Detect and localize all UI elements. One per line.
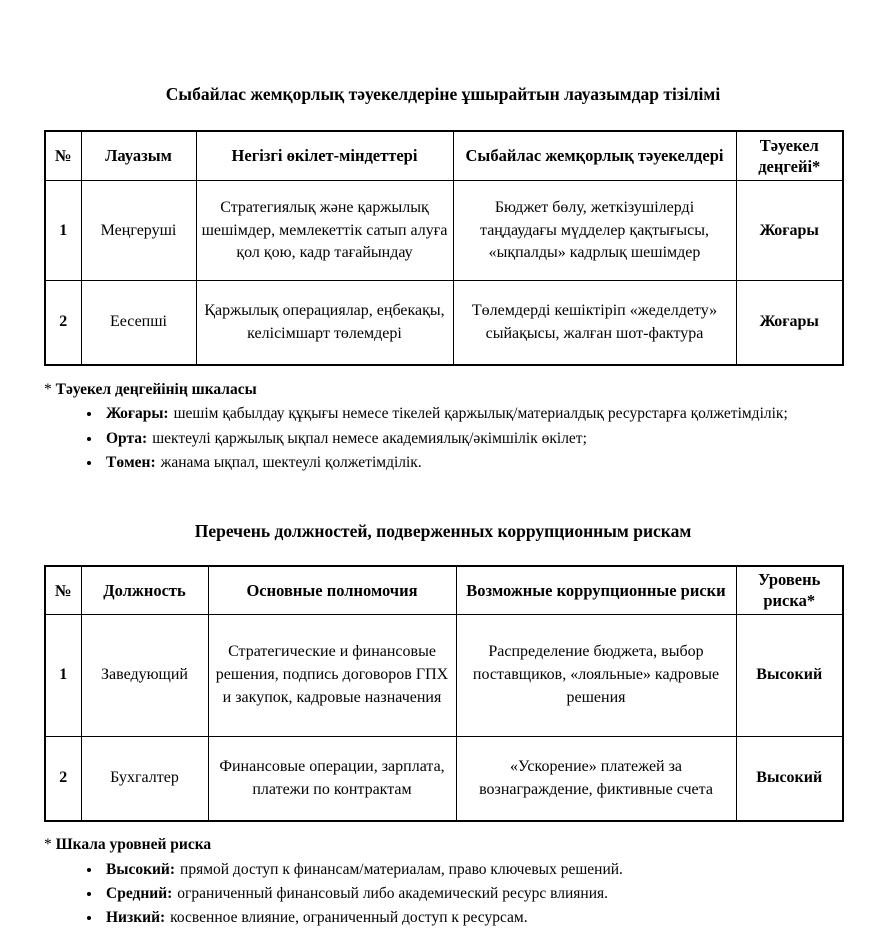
ru-footnote-list <box>44 858 842 930</box>
ru-footnote-heading <box>44 834 842 856</box>
cell-powers: Стратегиялық және қаржылық шешімдер, мемлекеттік сатып алуға қол қою, кадр тағайындау <box>196 181 453 281</box>
kz-footnote-list <box>44 402 842 474</box>
ru-header-row <box>45 566 843 614</box>
ru-col-header-position: Должность <box>81 566 208 614</box>
footnote-item <box>102 882 842 905</box>
ru-col-header-level: Уровень риска* <box>736 566 843 614</box>
cell-number: 2 <box>45 736 81 821</box>
footnote-item <box>102 402 842 425</box>
footnote-term: Төмен: <box>106 453 156 471</box>
ru-title: Перечень должностей, подверженных коррупционным рискам <box>194 521 692 542</box>
ru-risk-table <box>44 565 844 822</box>
footnote-term: Высокий: <box>106 860 176 878</box>
footnote-heading-text: Тәуекел деңгейінің шкаласы <box>55 380 257 398</box>
table-row <box>45 736 843 821</box>
footnote-item <box>102 451 842 474</box>
footnote-asterisk: * <box>44 836 52 854</box>
cell-number: 2 <box>45 281 81 365</box>
cell-position: Меңгеруші <box>81 181 196 281</box>
cell-position: Еесепші <box>81 281 196 365</box>
cell-powers: Стратегические и финансовые решения, подпись договоров ГПХ и закупок, кадровые назначения <box>208 614 456 736</box>
kz-col-header-risks: Сыбайлас жемқорлық тәуекелдері <box>453 131 736 181</box>
cell-position: Заведующий <box>81 614 208 736</box>
kz-footnote <box>44 379 842 474</box>
footnote-item <box>102 858 842 881</box>
footnote-desc: прямой доступ к финансам/материалам, право ключевых решений. <box>180 860 623 878</box>
cell-risks: Распределение бюджета, выбор поставщиков, «лояльные» кадровые решения <box>456 614 736 736</box>
cell-number: 1 <box>45 614 81 736</box>
footnote-term: Орта: <box>106 429 148 447</box>
table-row <box>45 614 843 736</box>
kz-col-header-position: Лауазым <box>81 131 196 181</box>
cell-risks: Бюджет бөлу, жеткізушілерді таңдаудағы мүдделер қақтығысы, «ықпалды» кадрлық шешімдер <box>453 181 736 281</box>
footnote-term: Жоғары: <box>106 405 169 423</box>
cell-position: Бухгалтер <box>81 736 208 821</box>
kz-col-header-num: № <box>45 131 81 181</box>
footnote-desc: косвенное влияние, ограниченный доступ к ресурсам. <box>170 909 528 927</box>
kz-title: Сыбайлас жемқорлық тәуекелдеріне ұшырайтын лауазымдар тізілімі <box>165 84 721 104</box>
cell-number: 1 <box>45 181 81 281</box>
footnote-desc: шектеулі қаржылық ықпал немесе академиялық/әкімшілік өкілет; <box>152 429 587 447</box>
footnote-asterisk: * <box>44 380 52 398</box>
footnote-heading-text: Шкала уровней риска <box>55 836 212 854</box>
ru-col-header-powers: Основные полномочия <box>208 566 456 614</box>
kz-header-row <box>45 131 843 181</box>
cell-risk-level: Жоғары <box>736 281 843 365</box>
footnote-desc: жанама ықпал, шектеулі қолжетімділік. <box>160 453 422 471</box>
ru-col-header-num: № <box>45 566 81 614</box>
footnote-term: Средний: <box>106 885 173 903</box>
section-russian <box>44 521 842 929</box>
footnote-desc: ограниченный финансовый либо академический ресурс влияния. <box>177 885 609 903</box>
kz-footnote-heading <box>44 379 842 401</box>
cell-risk-level: Жоғары <box>736 181 843 281</box>
table-row <box>45 181 843 281</box>
footnote-item <box>102 427 842 450</box>
cell-risks: Төлемдерді кешіктіріп «жеделдету» сыйақысы, жалған шот-фактура <box>453 281 736 365</box>
footnote-desc: шешім қабылдау құқығы немесе тікелей қаржылық/материалдық ресурстарға қолжетімділік; <box>173 405 788 423</box>
ru-footnote <box>44 834 842 929</box>
cell-risk-level: Высокий <box>736 736 843 821</box>
kz-risk-table <box>44 130 844 366</box>
ru-col-header-risks: Возможные коррупционные риски <box>456 566 736 614</box>
cell-powers: Финансовые операции, зарплата, платежи по контрактам <box>208 736 456 821</box>
cell-risks: «Ускорение» платежей за вознаграждение, фиктивные счета <box>456 736 736 821</box>
kz-col-header-powers: Негізгі өкілет-міндеттері <box>196 131 453 181</box>
footnote-term: Низкий: <box>106 909 166 927</box>
kz-col-header-level: Тәуекел деңгейі* <box>736 131 843 181</box>
footnote-item <box>102 906 842 929</box>
table-row <box>45 281 843 365</box>
section-kazakh <box>44 84 842 474</box>
cell-powers: Қаржылық операциялар, еңбекақы, келісімшарт төлемдері <box>196 281 453 365</box>
cell-risk-level: Высокий <box>736 614 843 736</box>
